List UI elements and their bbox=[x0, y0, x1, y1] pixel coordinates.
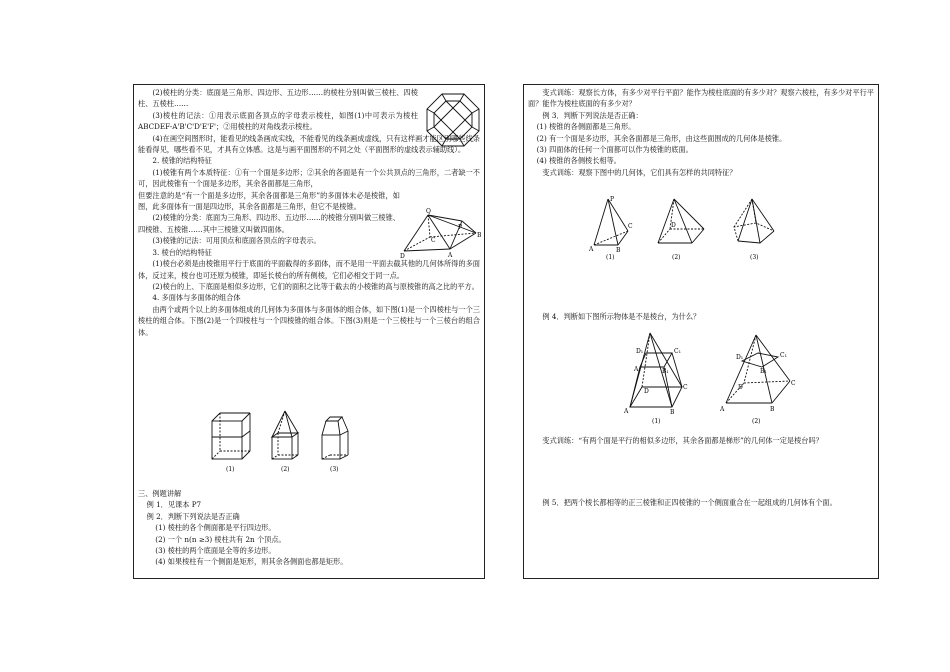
right-page-content bbox=[528, 87, 874, 178]
variant-training: 变式训练：“有两个面是平行的相似多边形，其余各面都是梯形”的几何体一定是棱台吗？ bbox=[542, 436, 823, 445]
figure-label: (3) bbox=[750, 254, 759, 261]
example4-block bbox=[528, 311, 874, 322]
paragraph: (4) 棱锥的各侧棱长相等。 bbox=[536, 156, 621, 166]
variant3-block bbox=[528, 435, 874, 446]
paragraph: 变式训练：观察下图中的几何体，它们具有怎样的共同特征？ bbox=[542, 167, 737, 177]
example-line: 例 1．见课本 P7 bbox=[146, 500, 202, 510]
vertex-label: C bbox=[628, 223, 633, 230]
figure-label: (2) bbox=[281, 466, 290, 473]
example5-block bbox=[528, 497, 874, 508]
figure-label: (1) bbox=[226, 466, 235, 473]
paragraph: (2)棱柱的分类：底面是三角形、四边形、五边形……的棱柱分别叫做三棱柱、四棱柱、五棱柱…… bbox=[138, 88, 418, 109]
vertex-label: B₁ bbox=[662, 368, 669, 375]
vertex-label: A bbox=[448, 252, 453, 259]
vertex-label: B bbox=[616, 247, 621, 254]
vertex-label: Q bbox=[426, 208, 431, 215]
paragraph: (2) 有一个面是多边形，其余各面都是三角形，由这些面围成的几何体是棱锥。 bbox=[536, 133, 787, 143]
vertex-label: C bbox=[431, 237, 436, 244]
vertex-label: B bbox=[770, 406, 775, 413]
left-page bbox=[133, 84, 485, 579]
pyramids-figure bbox=[588, 195, 788, 261]
figure-label: (2) bbox=[752, 418, 761, 425]
example-5: 例 5．把两个棱长都相等的正三棱锥和正四棱锥的一个侧面重合在一起组成的几何体有个面。 bbox=[542, 498, 837, 507]
vertex-label: A bbox=[624, 408, 629, 415]
figure-label: (1) bbox=[652, 418, 661, 425]
example-line: (2) 一个 n(n ≥3) 棱柱共有 2n 个顶点。 bbox=[155, 534, 286, 544]
paragraph: (3)棱锥的记法：可用顶点和底面各顶点的字母表示。 bbox=[152, 236, 321, 246]
paragraph: (4)在画空间图形时，能看见的线条画成实线，不能看见的线条画成虚线，只有这样画才能区别哪些线条能看得见，哪些看不见，才具有立体感。这是与画平面图形的不同之处（平面图形的虚线表示辅助线）。 bbox=[138, 133, 480, 155]
vertex-label: C bbox=[683, 384, 688, 391]
vertex-label: C₁ bbox=[780, 352, 787, 359]
vertex-label: B₁ bbox=[760, 368, 767, 375]
vertex-label: D bbox=[671, 222, 676, 229]
example-line: (1) 棱柱的各个侧面都是平行四边形。 bbox=[155, 523, 276, 533]
heading-pyramid: 2. 棱锥的结构特征 bbox=[152, 156, 212, 166]
paragraph: 由两个或两个以上的多面体组成的几何体为多面体与多面体的组合体，如下图(1)是一个四棱柱与一个三棱柱的组合体。下图(2)是一个四棱柱与一个四棱锥的组合体。下图(3)则是一个三棱柱与一个三棱台的组合体。 bbox=[138, 304, 480, 337]
vertex-label: C bbox=[791, 380, 796, 387]
paragraph: (3)棱柱的记法：①用表示底面各顶点的字母表示棱柱，如图(1)中可表示为棱柱 ABCDEF-A'B'C'D'E'F'；②用棱柱的对角线表示棱柱。 bbox=[138, 110, 418, 132]
vertex-label: D₁ bbox=[736, 354, 744, 361]
vertex-label: A₁ bbox=[634, 366, 641, 373]
example-line: (4) 如果棱柱有一个侧面是矩形，则其余各侧面也都是矩形。 bbox=[155, 557, 348, 567]
vertex-label: C₁ bbox=[674, 348, 681, 355]
vertex-label: B bbox=[670, 409, 675, 416]
paragraph: (3) 四面体的任何一个面都可以作为棱锥的底面。 bbox=[536, 145, 693, 155]
vertex-label: D bbox=[400, 253, 405, 259]
section-title: 三、例题讲解 bbox=[138, 489, 182, 498]
frustum-figures bbox=[620, 327, 820, 425]
vertex-label: D bbox=[644, 388, 649, 395]
heading-frustum: 3. 棱台的结构特征 bbox=[152, 247, 212, 257]
paragraph: (1) 棱锥的各侧面都是三角形。 bbox=[536, 122, 636, 132]
vertex-label: D₁ bbox=[636, 348, 644, 355]
right-page bbox=[523, 84, 879, 579]
figure-label: (3) bbox=[330, 466, 339, 473]
vertex-label: D bbox=[738, 384, 743, 391]
paragraph: (2)棱台的上、下底面是相似多边形，它们的面积之比等于截去的小棱锥的高与原棱锥的高之比的平方。 bbox=[152, 281, 479, 291]
heading-composite: 4. 多面体与多面体的组合体 bbox=[152, 293, 241, 303]
paragraph: 变式训练：观察长方体，有多少对平行平面？能作为棱柱底面的有多少对？观察六棱柱，有多少对平行平面？能作为棱柱底面的有多少对？ bbox=[528, 88, 874, 109]
paragraph: (1)棱锥有两个本质特征：①有一个面是多边形；②其余的各面是有一个公共顶点的三角形，二者缺一不可，因此棱锥有一个面是多边形，其余各面都是三角形， bbox=[138, 167, 480, 189]
paragraph: (2)棱锥的分类：底面为三角形、四边形、五边形……的棱锥分别叫做三棱锥、四棱锥、五棱锥……其中三棱锥又叫做四面体。 bbox=[138, 213, 400, 234]
example-line: (3) 棱柱的两个底面是全等的多边形。 bbox=[155, 546, 276, 556]
vertex-label: P bbox=[458, 224, 463, 231]
vertex-label: B bbox=[477, 232, 482, 239]
composite-solids-figure bbox=[206, 407, 376, 475]
vertex-label: P bbox=[610, 196, 615, 203]
figure-label: (1) bbox=[606, 254, 615, 261]
octagonal-prism-figure bbox=[424, 91, 482, 149]
example-4: 例 4．判断如下图所示物体是不是棱台，为什么？ bbox=[542, 312, 701, 321]
vertex-label: A bbox=[589, 246, 594, 253]
example-line: 例 2．判断下列说法是否正确 bbox=[146, 511, 240, 521]
figure-label: (2) bbox=[672, 254, 681, 261]
paragraph: 例 3．判断下列说法是否正确： bbox=[542, 110, 643, 120]
vertex-label: A bbox=[720, 406, 725, 413]
examples-section bbox=[138, 488, 480, 568]
paragraph: (1)棱台必须是由棱锥用平行于底面的平面截得的多面体，而不是用一平面去截其他的几何体所得的多面体，反过来，棱台也可还原为棱锥，即延长棱台的所有侧棱，它们必相交于同一点。 bbox=[138, 259, 480, 280]
polyhedron-figure bbox=[400, 207, 484, 259]
paragraph: 但要注意的是“有一个面是多边形，其余各面都是三角形”的多面体未必是棱锥，如图，此多面体有一面是四边形，其余各面都是三角形，但它不是棱锥。 bbox=[138, 190, 400, 212]
